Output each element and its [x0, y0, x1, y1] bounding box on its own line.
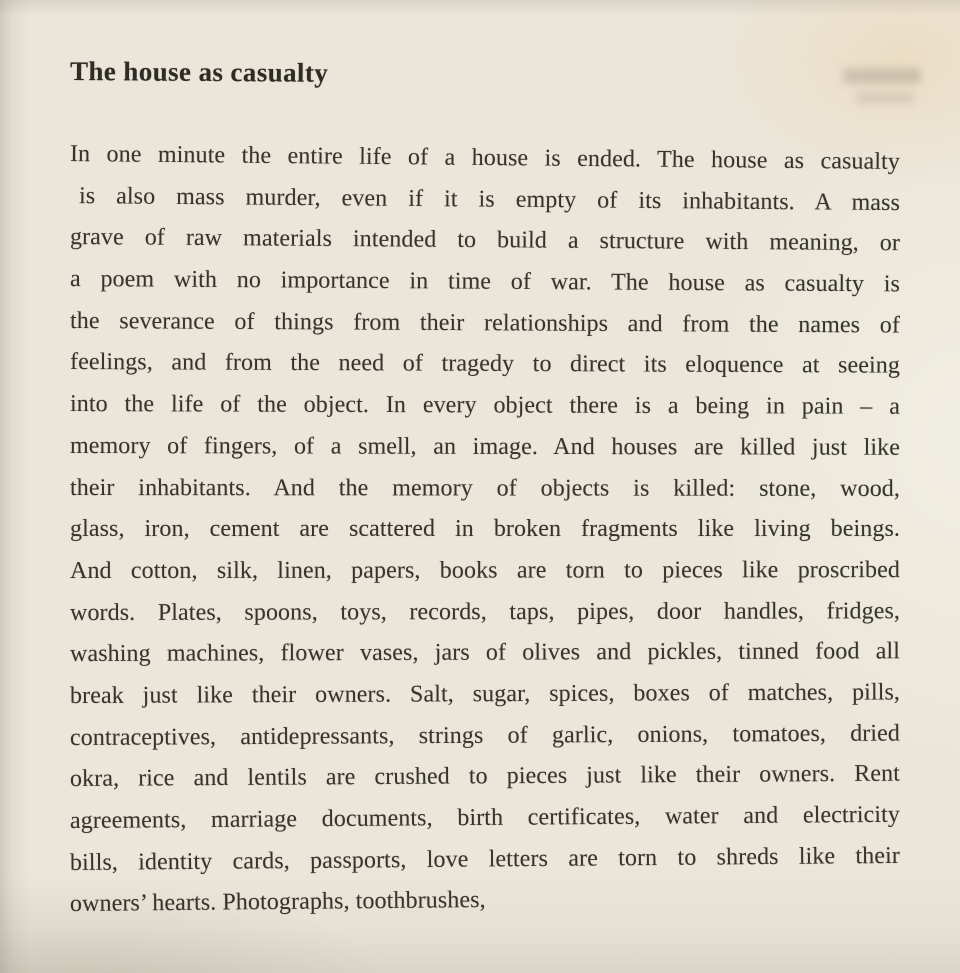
- poem-line: into the life of the object. In every object there is a being in pain – a: [69, 391, 901, 420]
- poem-line: break just like their owners. Salt, sugar, spices, boxes of matches, pills,: [69, 679, 901, 709]
- poem-line: feelings, and from the need of tragedy to direct its eloquence at seeing: [69, 349, 901, 380]
- poem-line: bills, identity cards, passports, love letters are torn to shreds like their: [69, 842, 901, 876]
- poem-line: contraceptives, antidepressants, strings of garlic, onions, tomatoes, dried: [69, 720, 901, 751]
- poem-line: agreements, marriage documents, birth certificates, water and electricity: [69, 801, 901, 834]
- poem-line: glass, iron, cement are scattered in broken fragments like living beings.: [70, 516, 900, 543]
- poem-line: owners’ hearts. Photographs, toothbrushes,: [69, 887, 486, 918]
- poem-line: washing machines, flower vases, jars of olives and pickles, tinned food all: [69, 638, 901, 668]
- poem-line: And cotton, silk, linen, papers, books are torn to pieces like proscribed: [69, 557, 901, 584]
- poem-body: [70, 134, 900, 926]
- poem-line: In one minute the entire life of a house is ended. The house as casualty: [69, 141, 901, 175]
- poem-line: is also mass murder, even if it is empty of its inhabitants. A mass: [78, 182, 901, 216]
- poem-line: their inhabitants. And the memory of objects is killed: stone, wood,: [69, 474, 901, 502]
- poem-line: memory of fingers, of a smell, an image. And houses are killed just like: [69, 432, 901, 461]
- poem-line: the severance of things from their relationships and from the names of: [69, 307, 901, 339]
- poem-line: words. Plates, spoons, toys, records, taps, pipes, door handles, fridges,: [69, 597, 901, 626]
- page-title: The house as casualty: [69, 56, 329, 88]
- page-content: [70, 56, 900, 926]
- poem-line: okra, rice and lentils are crushed to pieces just like their owners. Rent: [69, 760, 901, 793]
- poem-line: a poem with no importance in time of war. The house as casualty is: [69, 266, 901, 298]
- poem-line: grave of raw materials intended to build a structure with meaning, or: [69, 224, 901, 257]
